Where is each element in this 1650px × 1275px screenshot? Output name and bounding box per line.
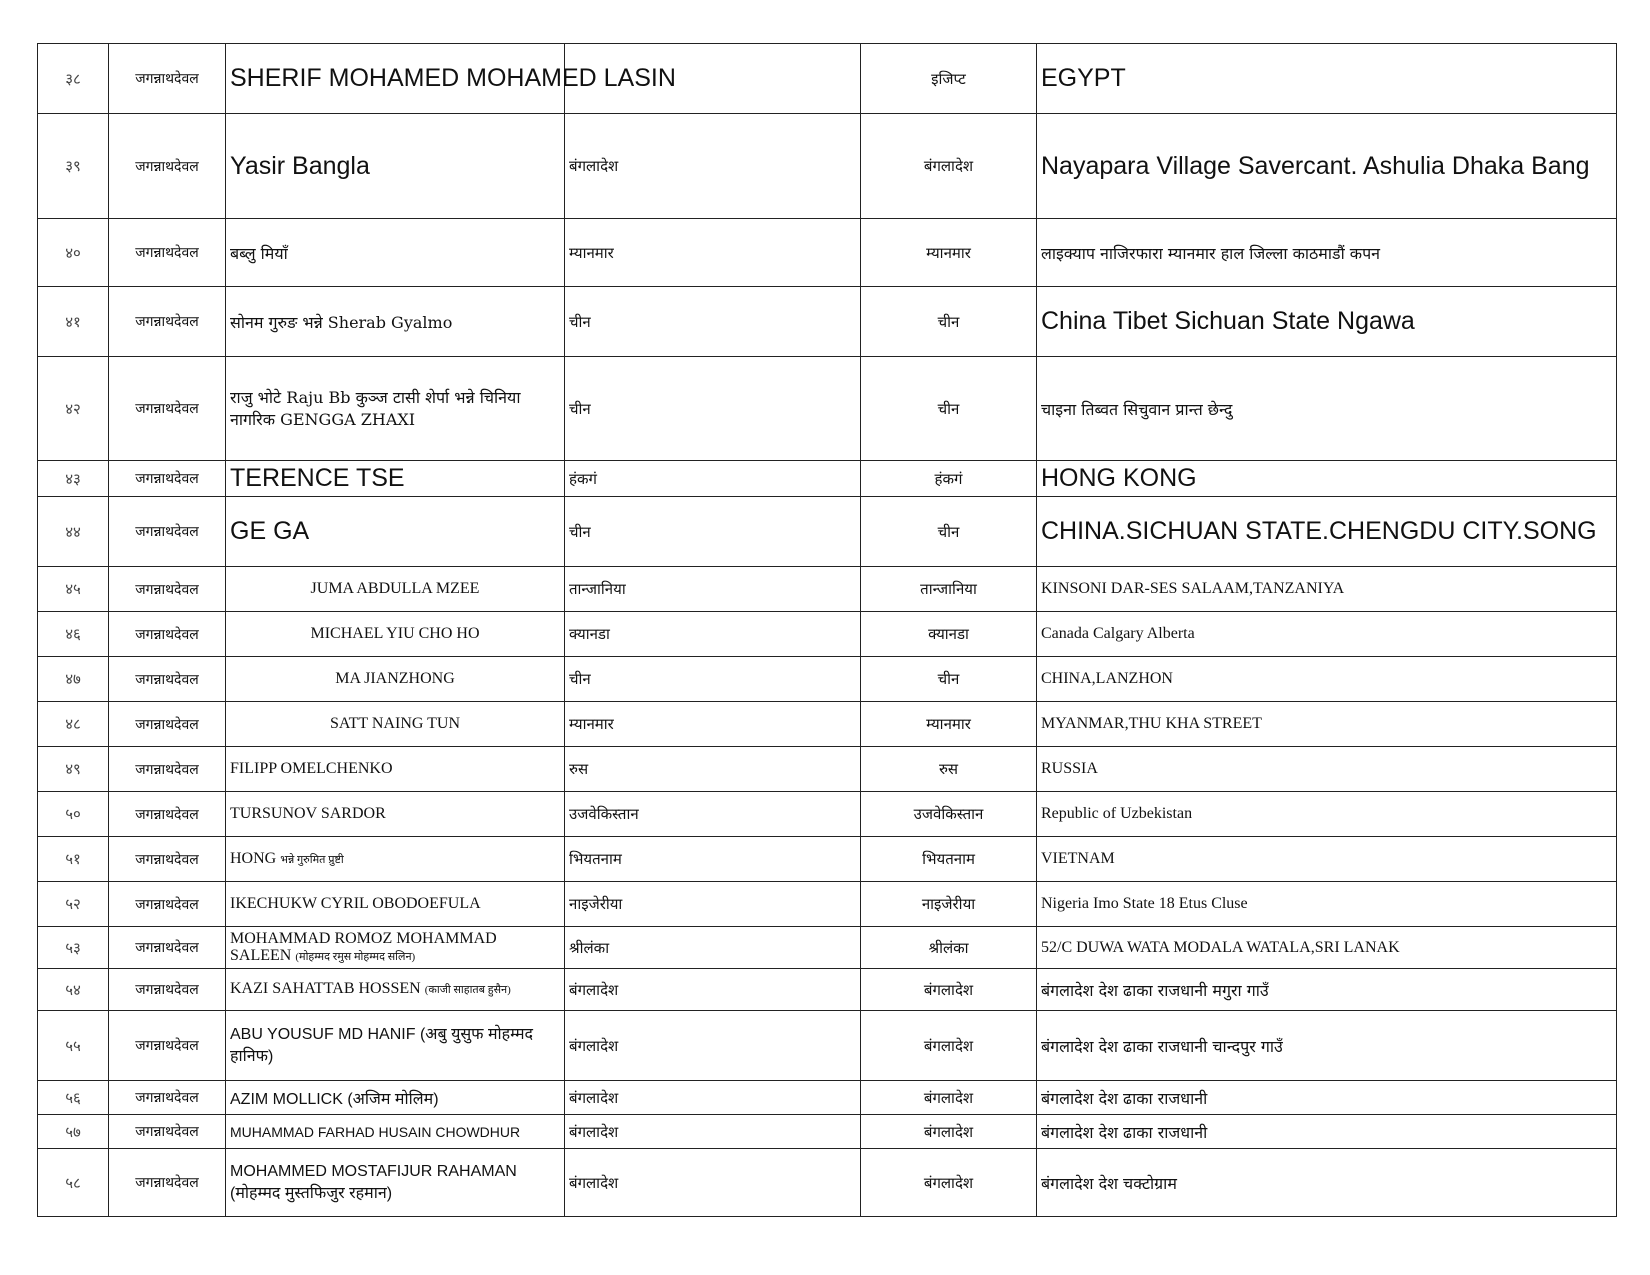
address-text: EGYPT bbox=[1041, 64, 1126, 92]
table-row bbox=[38, 792, 1617, 837]
address-text: Nayapara Village Savercant. Ashulia Dhaka Bang bbox=[1041, 151, 1590, 180]
table-row bbox=[38, 1011, 1617, 1081]
serial-number: ४४ bbox=[38, 497, 109, 567]
name-cell bbox=[226, 461, 565, 497]
office-cell: जगन्नाथदेवल bbox=[109, 792, 226, 837]
address-cell: चाइना तिब्वत सिचुवान प्रान्त छेन्दु bbox=[1037, 357, 1617, 461]
table-row bbox=[38, 927, 1617, 969]
country-cell: हंकगं bbox=[861, 461, 1037, 497]
office-cell: जगन्नाथदेवल bbox=[109, 1011, 226, 1081]
nationality-cell: म्यानमार bbox=[565, 702, 861, 747]
name-note: (काजी साहातब हुसैन) bbox=[424, 984, 511, 997]
name-cell bbox=[226, 114, 565, 219]
office-cell: जगन्नाथदेवल bbox=[109, 882, 226, 927]
serial-number: ४६ bbox=[38, 612, 109, 657]
name-cell: IKECHUKW CYRIL OBODOEFULA bbox=[226, 882, 565, 927]
name-cell: बब्लु मियाँ bbox=[226, 219, 565, 287]
table-row bbox=[38, 747, 1617, 792]
office-cell: जगन्नाथदेवल bbox=[109, 357, 226, 461]
table-row bbox=[38, 1149, 1617, 1217]
country-cell: श्रीलंका bbox=[861, 927, 1037, 969]
nationality-cell: बंगलादेश bbox=[565, 1149, 861, 1217]
office-cell: जगन्नाथदेवल bbox=[109, 1115, 226, 1149]
table-row bbox=[38, 969, 1617, 1011]
address-cell: VIETNAM bbox=[1037, 837, 1617, 882]
serial-number: ५४ bbox=[38, 969, 109, 1011]
serial-number: ४९ bbox=[38, 747, 109, 792]
address-cell: बंगलादेश देश ढाका राजधानी चान्दपुर गाउँ bbox=[1037, 1011, 1617, 1081]
table-row bbox=[38, 114, 1617, 219]
serial-number: ३९ bbox=[38, 114, 109, 219]
table-row bbox=[38, 567, 1617, 612]
serial-number: ४१ bbox=[38, 287, 109, 357]
office-cell: जगन्नाथदेवल bbox=[109, 657, 226, 702]
name-cell: सोनम गुरुङ भन्ने Sherab Gyalmo bbox=[226, 287, 565, 357]
country-cell: बंगलादेश bbox=[861, 969, 1037, 1011]
table-row bbox=[38, 497, 1617, 567]
table-row bbox=[38, 1115, 1617, 1149]
serial-number: ५७ bbox=[38, 1115, 109, 1149]
table-row bbox=[38, 882, 1617, 927]
name-cell: MOHAMMED MOSTAFIJUR RAHAMAN (मोहम्मद मुस्तफिजुर रहमान) bbox=[226, 1149, 565, 1217]
name-cell bbox=[226, 927, 565, 969]
office-cell: जगन्नाथदेवल bbox=[109, 461, 226, 497]
nationality-cell: नाइजेरीया bbox=[565, 882, 861, 927]
name-cell: JUMA ABDULLA MZEE bbox=[226, 567, 565, 612]
table-row bbox=[38, 287, 1617, 357]
name-cell: ABU YOUSUF MD HANIF (अबु युसुफ मोहम्मद हानिफ) bbox=[226, 1011, 565, 1081]
name-cell: FILIPP OMELCHENKO bbox=[226, 747, 565, 792]
address-cell bbox=[1037, 114, 1617, 219]
office-cell: जगन्नाथदेवल bbox=[109, 497, 226, 567]
country-cell: इजिप्ट bbox=[861, 44, 1037, 114]
nationality-cell: चीन bbox=[565, 497, 861, 567]
office-cell: जगन्नाथदेवल bbox=[109, 219, 226, 287]
table-row bbox=[38, 357, 1617, 461]
nationality-cell: बंगलादेश bbox=[565, 114, 861, 219]
name-text: MOHAMMAD ROMOZ MOHAMMAD SALEEN bbox=[230, 929, 497, 964]
office-cell: जगन्नाथदेवल bbox=[109, 114, 226, 219]
nationality-cell: भियतनाम bbox=[565, 837, 861, 882]
table-row bbox=[38, 657, 1617, 702]
serial-number: ४० bbox=[38, 219, 109, 287]
name-text: KAZI SAHATTAB HOSSEN bbox=[230, 980, 421, 998]
serial-number: ५३ bbox=[38, 927, 109, 969]
serial-number: ३८ bbox=[38, 44, 109, 114]
name-cell bbox=[226, 44, 676, 114]
address-cell bbox=[1037, 497, 1617, 567]
office-cell: जगन्नाथदेवल bbox=[109, 287, 226, 357]
office-cell: जगन्नाथदेवल bbox=[109, 612, 226, 657]
address-cell: MYANMAR,THU KHA STREET bbox=[1037, 702, 1617, 747]
address-cell: KINSONI DAR-SES SALAAM,TANZANIYA bbox=[1037, 567, 1617, 612]
nationality-cell: श्रीलंका bbox=[565, 927, 861, 969]
country-cell: चीन bbox=[861, 357, 1037, 461]
table-row bbox=[38, 1081, 1617, 1115]
nationality-cell: तान्जानिया bbox=[565, 567, 861, 612]
nationality-cell: चीन bbox=[565, 657, 861, 702]
name-cell: MICHAEL YIU CHO HO bbox=[226, 612, 565, 657]
nationality-cell: म्यानमार bbox=[565, 219, 861, 287]
serial-number: ५२ bbox=[38, 882, 109, 927]
office-cell: जगन्नाथदेवल bbox=[109, 969, 226, 1011]
serial-number: ४३ bbox=[38, 461, 109, 497]
address-cell: बंगलादेश देश ढाका राजधानी मगुरा गाउँ bbox=[1037, 969, 1617, 1011]
address-text: China Tibet Sichuan State Ngawa bbox=[1041, 307, 1415, 335]
country-cell: उजवेकिस्तान bbox=[861, 792, 1037, 837]
address-cell: लाइक्याप नाजिरफारा म्यानमार हाल जिल्ला काठमाडौं कपन bbox=[1037, 219, 1617, 287]
name-cell: AZIM MOLLICK (अजिम मोलिम) bbox=[226, 1081, 565, 1115]
address-text: CHINA.SICHUAN STATE.CHENGDU CITY.SONG bbox=[1041, 517, 1597, 545]
name-cell bbox=[226, 969, 565, 1011]
serial-number: ४७ bbox=[38, 657, 109, 702]
table-row bbox=[38, 219, 1617, 287]
address-cell: CHINA,LANZHON bbox=[1037, 657, 1617, 702]
address-cell bbox=[1037, 461, 1617, 497]
address-cell: बंगलादेश देश ढाका राजधानी bbox=[1037, 1081, 1617, 1115]
country-cell: चीन bbox=[861, 287, 1037, 357]
name-text: SHERIF MOHAMED MOHAMED LASIN bbox=[230, 64, 676, 92]
country-cell: रुस bbox=[861, 747, 1037, 792]
office-cell: जगन्नाथदेवल bbox=[109, 837, 226, 882]
serial-number: ५६ bbox=[38, 1081, 109, 1115]
address-cell: Canada Calgary Alberta bbox=[1037, 612, 1617, 657]
table-row bbox=[38, 612, 1617, 657]
office-cell: जगन्नाथदेवल bbox=[109, 1149, 226, 1217]
address-cell: RUSSIA bbox=[1037, 747, 1617, 792]
serial-number: ४८ bbox=[38, 702, 109, 747]
name-cell bbox=[226, 497, 565, 567]
serial-number: ५१ bbox=[38, 837, 109, 882]
serial-number: ४५ bbox=[38, 567, 109, 612]
address-cell bbox=[1037, 44, 1617, 114]
country-cell: म्यानमार bbox=[861, 219, 1037, 287]
nationality-cell: रुस bbox=[565, 747, 861, 792]
serial-number: ५८ bbox=[38, 1149, 109, 1217]
address-cell: 52/C DUWA WATA MODALA WATALA,SRI LANAK bbox=[1037, 927, 1617, 969]
country-cell: बंगलादेश bbox=[861, 1149, 1037, 1217]
table-row bbox=[38, 44, 1617, 114]
country-cell: चीन bbox=[861, 657, 1037, 702]
nationality-cell: बंगलादेश bbox=[565, 1011, 861, 1081]
country-cell: तान्जानिया bbox=[861, 567, 1037, 612]
country-cell: बंगलादेश bbox=[861, 114, 1037, 219]
name-note: (मोहम्मद रमुस मोहम्मद सलिन) bbox=[295, 950, 416, 963]
nationality-cell: बंगलादेश bbox=[565, 1115, 861, 1149]
office-cell: जगन्नाथदेवल bbox=[109, 567, 226, 612]
nationality-cell: बंगलादेश bbox=[565, 969, 861, 1011]
country-cell: बंगलादेश bbox=[861, 1011, 1037, 1081]
nationality-cell: चीन bbox=[565, 287, 861, 357]
country-cell: क्यानडा bbox=[861, 612, 1037, 657]
name-cell: MUHAMMAD FARHAD HUSAIN CHOWDHUR bbox=[226, 1115, 565, 1149]
records-table bbox=[37, 43, 1617, 1217]
name-cell: राजु भोटे Raju Bb कुञ्ज टासी शेर्पा भन्ने चिनिया नागरिक GENGGA ZHAXI bbox=[226, 357, 565, 461]
office-cell: जगन्नाथदेवल bbox=[109, 1081, 226, 1115]
address-text: HONG KONG bbox=[1041, 464, 1197, 492]
address-cell: Nigeria Imo State 18 Etus Cluse bbox=[1037, 882, 1617, 927]
address-cell: Republic of Uzbekistan bbox=[1037, 792, 1617, 837]
country-cell: नाइजेरीया bbox=[861, 882, 1037, 927]
name-cell: MA JIANZHONG bbox=[226, 657, 565, 702]
nationality-cell: बंगलादेश bbox=[565, 1081, 861, 1115]
office-cell: जगन्नाथदेवल bbox=[109, 702, 226, 747]
table-row bbox=[38, 461, 1617, 497]
country-cell: बंगलादेश bbox=[861, 1115, 1037, 1149]
office-cell: जगन्नाथदेवल bbox=[109, 44, 226, 114]
country-cell: म्यानमार bbox=[861, 702, 1037, 747]
table-row bbox=[38, 702, 1617, 747]
table-row bbox=[38, 837, 1617, 882]
country-cell: बंगलादेश bbox=[861, 1081, 1037, 1115]
serial-number: ५० bbox=[38, 792, 109, 837]
country-cell: भियतनाम bbox=[861, 837, 1037, 882]
office-cell: जगन्नाथदेवल bbox=[109, 927, 226, 969]
address-cell: बंगलादेश देश ढाका राजधानी bbox=[1037, 1115, 1617, 1149]
name-text: TERENCE TSE bbox=[230, 464, 405, 492]
address-cell: बंगलादेश देश चक्टोग्राम bbox=[1037, 1149, 1617, 1217]
nationality-cell: हंकगं bbox=[565, 461, 861, 497]
country-cell: चीन bbox=[861, 497, 1037, 567]
name-cell: SATT NAING TUN bbox=[226, 702, 565, 747]
name-text: GE GA bbox=[230, 517, 310, 545]
name-text: HONG bbox=[230, 850, 277, 867]
address-cell bbox=[1037, 287, 1617, 357]
name-cell bbox=[226, 837, 565, 882]
name-cell: TURSUNOV SARDOR bbox=[226, 792, 565, 837]
name-note: भन्ने गुरुमित प्रुष्टी bbox=[280, 854, 344, 866]
office-cell: जगन्नाथदेवल bbox=[109, 747, 226, 792]
nationality-cell: चीन bbox=[565, 357, 861, 461]
serial-number: ४२ bbox=[38, 357, 109, 461]
nationality-cell: क्यानडा bbox=[565, 612, 861, 657]
name-text: Yasir Bangla bbox=[230, 151, 370, 180]
nationality-cell: उजवेकिस्तान bbox=[565, 792, 861, 837]
serial-number: ५५ bbox=[38, 1011, 109, 1081]
